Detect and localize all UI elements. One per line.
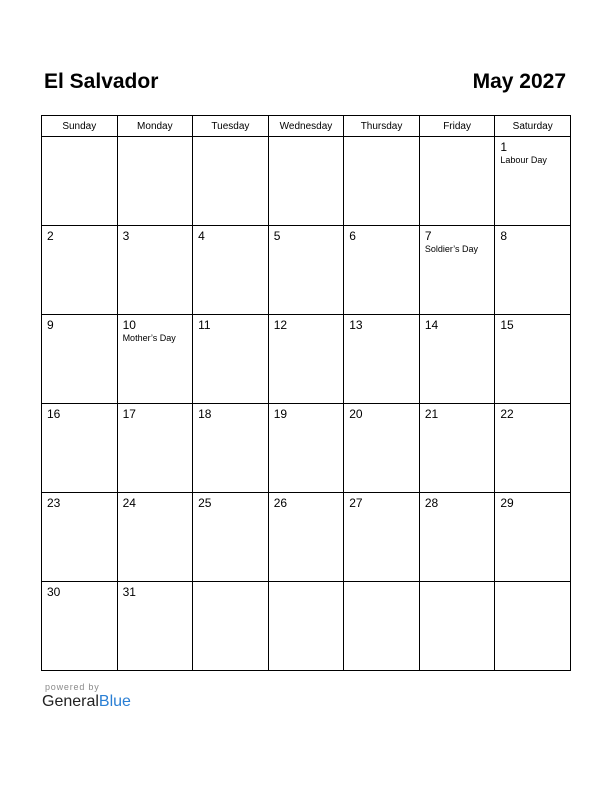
day-number: 26 (273, 496, 288, 510)
brand-general-text: General (42, 693, 99, 710)
day-cell (344, 493, 420, 582)
day-cell (193, 582, 269, 671)
calendar-grid (41, 115, 571, 671)
day-cell (193, 137, 269, 226)
month-year-title: May 2027 (472, 70, 566, 93)
day-number: 31 (122, 585, 136, 599)
day-cell (268, 582, 344, 671)
day-number: 2 (47, 229, 54, 243)
day-cell (42, 582, 118, 671)
day-number: 25 (198, 496, 212, 510)
week-row (42, 226, 571, 315)
day-number: 27 (349, 496, 363, 510)
day-number: 28 (424, 496, 439, 510)
generalblue-logo[interactable] (42, 693, 131, 711)
day-cell (419, 315, 495, 404)
day-number: 8 (500, 229, 508, 243)
day-number: 30 (47, 585, 61, 599)
day-cell (495, 137, 571, 226)
day-number: 15 (500, 318, 514, 332)
day-cell (117, 582, 193, 671)
day-number: 12 (273, 318, 288, 332)
brand-blue-text: Blue (98, 693, 131, 710)
day-cell (495, 404, 571, 493)
day-cell (117, 137, 193, 226)
day-number: 1 (500, 140, 508, 154)
day-cell (193, 226, 269, 315)
holiday-label: Labour Day (500, 155, 547, 165)
country-title: El Salvador (44, 70, 159, 93)
day-cell (419, 226, 495, 315)
calendar-header (44, 70, 566, 98)
day-number: 4 (198, 229, 205, 243)
day-cell (344, 137, 420, 226)
day-cell (42, 404, 118, 493)
day-number: 3 (122, 229, 130, 243)
day-cell (419, 493, 495, 582)
day-cell (117, 493, 193, 582)
weekday-sunday: Sunday (42, 116, 118, 137)
day-number: 29 (500, 496, 514, 510)
day-cell (117, 404, 193, 493)
day-cell (117, 226, 193, 315)
day-number: 16 (47, 407, 61, 421)
day-number: 9 (47, 318, 54, 332)
day-cell (344, 582, 420, 671)
day-cell (193, 315, 269, 404)
day-number: 23 (47, 496, 61, 510)
weekday-saturday: Saturday (495, 116, 571, 137)
day-number: 10 (122, 318, 136, 332)
week-row (42, 582, 571, 671)
day-cell (117, 315, 193, 404)
day-cell (42, 315, 118, 404)
footer-branding (42, 682, 131, 711)
day-cell (495, 315, 571, 404)
day-cell (268, 137, 344, 226)
day-cell (268, 226, 344, 315)
day-cell (495, 493, 571, 582)
day-number: 18 (198, 407, 212, 421)
week-row (42, 493, 571, 582)
day-number: 21 (424, 407, 439, 421)
day-number: 13 (349, 318, 363, 332)
weekday-wednesday: Wednesday (268, 116, 344, 137)
day-cell (495, 582, 571, 671)
weekday-thursday: Thursday (344, 116, 420, 137)
weekday-monday: Monday (117, 116, 193, 137)
week-row (42, 404, 571, 493)
day-cell (419, 137, 495, 226)
weekday-header-row (42, 116, 571, 137)
day-cell (419, 582, 495, 671)
day-number: 24 (122, 496, 136, 510)
week-row (42, 137, 571, 226)
day-number: 14 (424, 318, 439, 332)
day-cell (268, 404, 344, 493)
weekday-tuesday: Tuesday (193, 116, 269, 137)
weekday-friday: Friday (419, 116, 495, 137)
day-cell (495, 226, 571, 315)
day-number: 7 (424, 229, 432, 243)
day-number: 6 (349, 229, 356, 243)
day-cell (268, 493, 344, 582)
day-cell (42, 493, 118, 582)
day-cell (193, 493, 269, 582)
day-cell (344, 315, 420, 404)
week-row (42, 315, 571, 404)
day-cell (419, 404, 495, 493)
day-cell (42, 226, 118, 315)
day-cell (268, 315, 344, 404)
powered-by-text: powered by (45, 682, 100, 692)
holiday-label: Mother’s Day (122, 333, 176, 343)
day-number: 5 (273, 229, 281, 243)
day-number: 11 (198, 318, 211, 332)
day-cell (42, 137, 118, 226)
day-number: 19 (273, 407, 288, 421)
day-number: 20 (349, 407, 363, 421)
day-number: 22 (500, 407, 514, 421)
day-cell (344, 226, 420, 315)
holiday-label: Soldier’s Day (424, 244, 479, 254)
day-number: 17 (122, 407, 136, 421)
day-cell (193, 404, 269, 493)
day-cell (344, 404, 420, 493)
